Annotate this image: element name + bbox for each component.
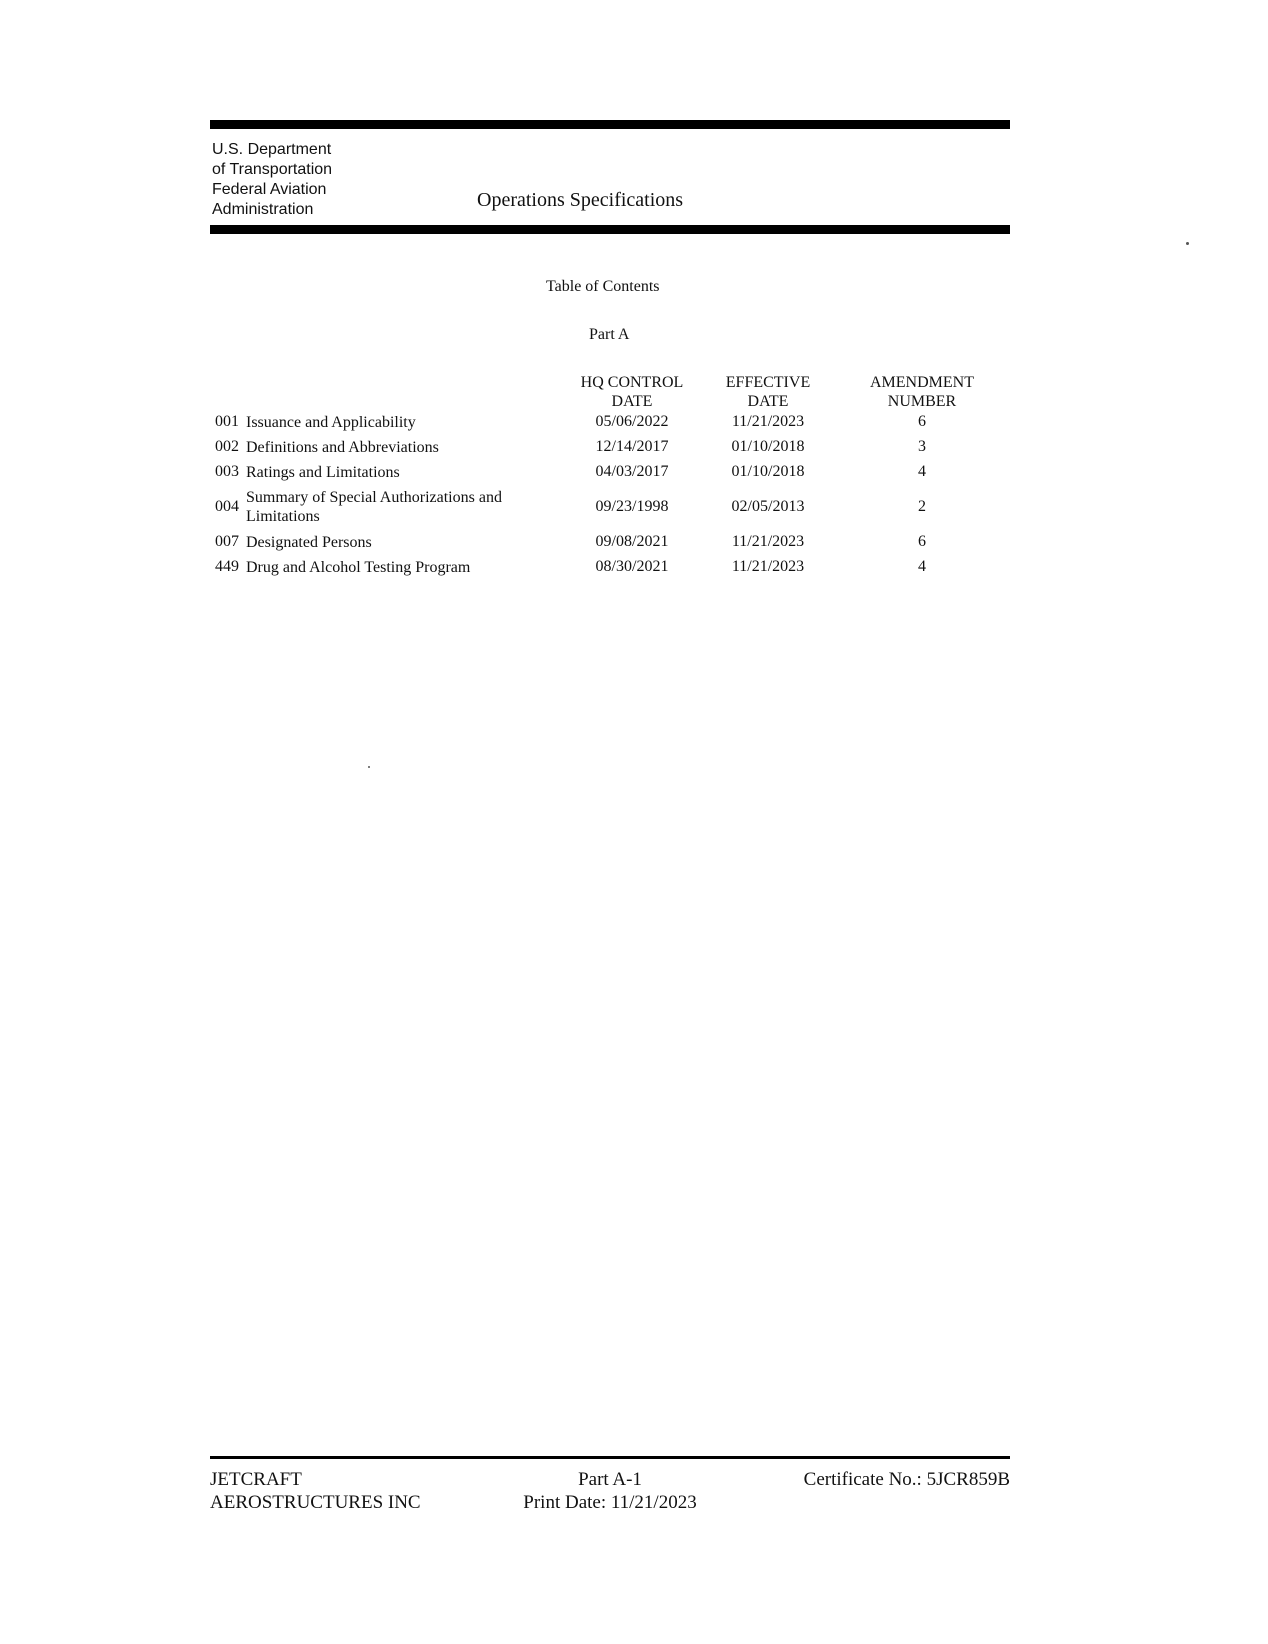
toc-row xyxy=(210,460,1010,484)
agency-line: Federal Aviation xyxy=(212,181,327,198)
hq-control-date: 08/30/2021 xyxy=(595,558,669,575)
document-title: Operations Specifications xyxy=(477,189,684,211)
scan-speck xyxy=(368,766,370,768)
paragraph-number: 007 xyxy=(215,533,239,550)
hq-control-date: 09/08/2021 xyxy=(595,533,669,550)
paragraph-title: Designated Persons xyxy=(246,534,372,551)
agency-line: U.S. Department xyxy=(212,141,332,158)
header-top-rule xyxy=(210,120,1010,129)
column-header-effective-date: EFFECTIVE DATE xyxy=(725,374,811,410)
company-name: JETCRAFT AEROSTRUCTURES INC xyxy=(210,1469,421,1513)
scan-speck xyxy=(1186,242,1189,245)
effective-date: 11/21/2023 xyxy=(731,533,805,550)
amendment-number: 4 xyxy=(918,558,926,575)
column-header-hq-control-date: HQ CONTROL DATE xyxy=(580,374,684,410)
hq-control-date: 09/23/1998 xyxy=(595,498,669,515)
paragraph-title: Definitions and Abbreviations xyxy=(246,439,439,456)
paragraph-title: Ratings and Limitations xyxy=(246,464,400,481)
agency-line: of Transportation xyxy=(212,161,333,178)
effective-date: 01/10/2018 xyxy=(731,438,805,455)
footer-rule xyxy=(210,1456,1010,1459)
toc-row xyxy=(210,410,1010,434)
hq-control-date: 12/14/2017 xyxy=(595,438,669,455)
toc-title: Table of Contents xyxy=(546,278,660,295)
amendment-number: 3 xyxy=(918,438,926,455)
paragraph-number: 001 xyxy=(215,413,239,430)
paragraph-title: Issuance and Applicability xyxy=(246,414,416,431)
toc-row xyxy=(210,530,1010,554)
effective-date: 11/21/2023 xyxy=(731,413,805,430)
toc-row xyxy=(210,486,1010,530)
part-title: Part A xyxy=(589,326,630,343)
paragraph-number: 449 xyxy=(215,558,239,575)
effective-date: 11/21/2023 xyxy=(731,558,805,575)
effective-date: 02/05/2013 xyxy=(731,498,805,515)
header-bottom-rule xyxy=(210,225,1010,234)
hq-control-date: 05/06/2022 xyxy=(595,413,669,430)
effective-date: 01/10/2018 xyxy=(731,463,805,480)
certificate-number: Certificate No.: 5JCR859B xyxy=(803,1469,1010,1490)
agency-line: Administration xyxy=(212,201,314,218)
agency-block xyxy=(212,140,412,220)
paragraph-number: 002 xyxy=(215,438,239,455)
paragraph-title: Drug and Alcohol Testing Program xyxy=(246,559,471,576)
amendment-number: 4 xyxy=(918,463,926,480)
paragraph-number: 003 xyxy=(215,463,239,480)
print-date: Print Date: 11/21/2023 xyxy=(523,1492,697,1513)
column-header-amendment-number: AMENDMENT NUMBER xyxy=(870,374,974,410)
paragraph-number: 004 xyxy=(215,498,239,515)
amendment-number: 2 xyxy=(918,498,926,515)
part-label: Part A-1 xyxy=(578,1469,642,1490)
amendment-number: 6 xyxy=(918,413,926,430)
page-info xyxy=(490,1468,730,1514)
toc-row xyxy=(210,555,1010,579)
amendment-number: 6 xyxy=(918,533,926,550)
toc-row xyxy=(210,435,1010,459)
hq-control-date: 04/03/2017 xyxy=(595,463,669,480)
paragraph-title: Summary of Special Authorizations and Limitations xyxy=(246,489,502,525)
